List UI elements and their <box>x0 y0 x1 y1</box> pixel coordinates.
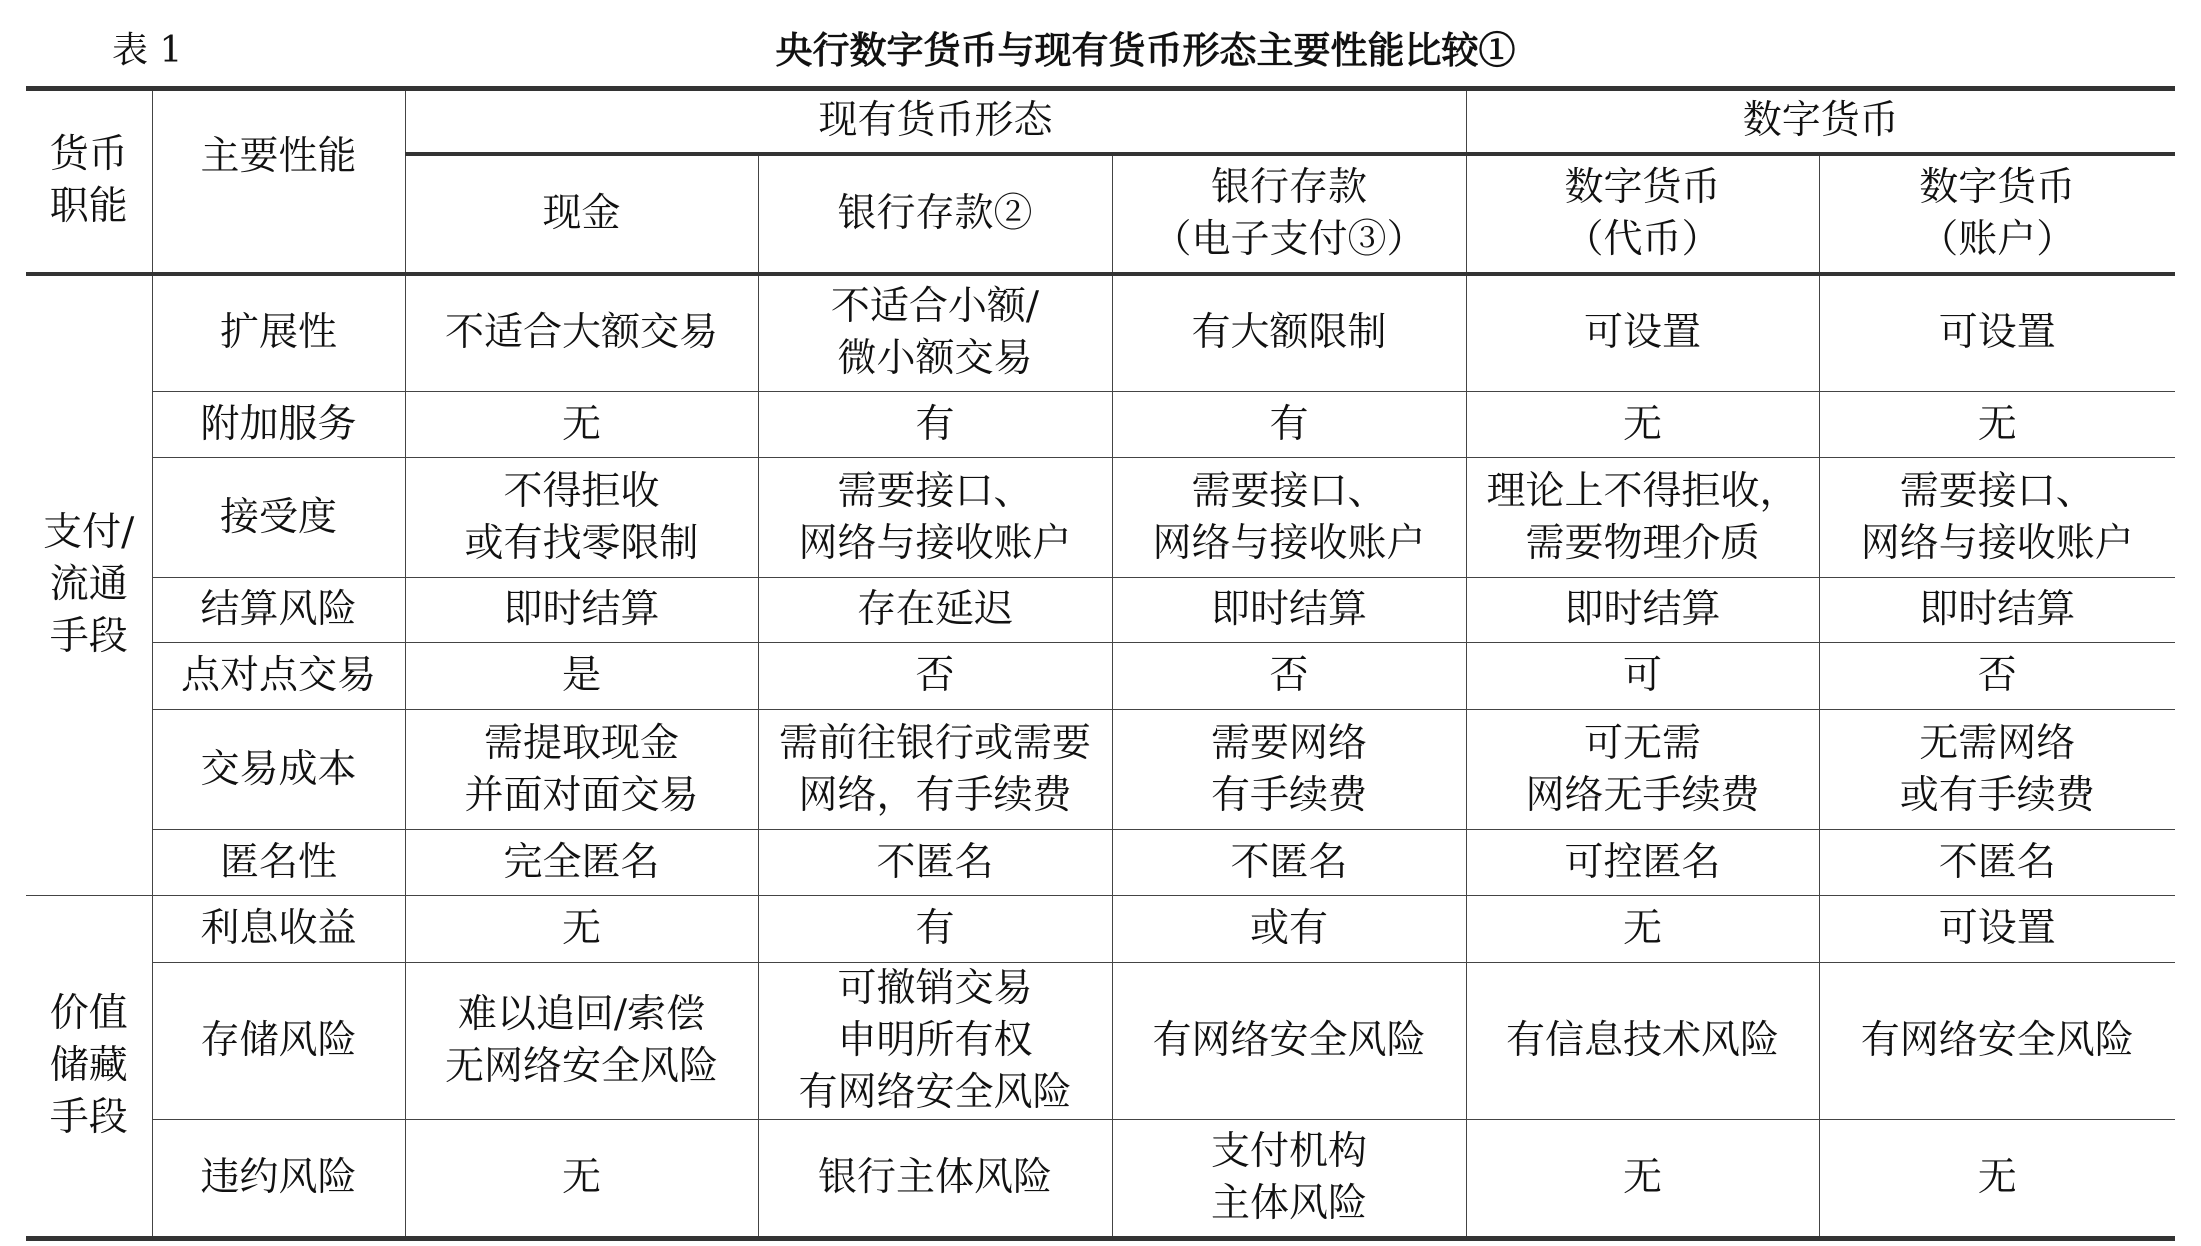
cell-line: 银行存款 <box>1210 164 1367 210</box>
property-cell <box>152 643 405 710</box>
cell-line: 货币 <box>49 132 128 178</box>
value-cell <box>405 710 758 830</box>
value-cell <box>1112 392 1466 458</box>
cell-line: 价值 <box>49 991 128 1036</box>
table-row <box>26 274 2175 392</box>
value-cell <box>1112 710 1466 830</box>
property-cell <box>152 578 405 643</box>
table-row <box>26 578 2175 643</box>
cell-line: 需提取现金 <box>483 720 679 766</box>
cell-line: 可撤销交易 <box>837 966 1033 1011</box>
cell-line: 即时结算 <box>1564 587 1721 632</box>
cell-line: 有信息技术风险 <box>1505 1018 1779 1063</box>
cell-line: （账户） <box>1919 216 2076 262</box>
cell-line: 有网络安全风险 <box>1860 1018 2134 1063</box>
value-cell <box>758 830 1112 896</box>
cell-line: 否 <box>915 653 955 698</box>
cell-line: 有网络安全风险 <box>1152 1018 1426 1063</box>
cell-line: 主体风险 <box>1210 1181 1367 1226</box>
function-cell <box>26 896 152 1239</box>
value-cell <box>1112 458 1466 578</box>
table-row <box>26 830 2175 896</box>
property-cell <box>152 458 405 578</box>
value-cell <box>1819 963 2175 1120</box>
table-row <box>26 963 2175 1120</box>
cell-line: 存在延迟 <box>856 587 1013 632</box>
cell-line: 是 <box>561 653 601 698</box>
cell-line: 需要接口、 <box>1191 468 1387 514</box>
header-row <box>26 89 2175 154</box>
value-cell <box>405 896 758 963</box>
value-cell <box>1112 830 1466 896</box>
cell-line: 网络无手续费 <box>1525 772 1760 818</box>
value-cell <box>1819 392 2175 458</box>
column-header <box>1112 154 1466 274</box>
cell-line: 交易成本 <box>200 746 357 792</box>
value-cell <box>405 1120 758 1239</box>
column-header <box>405 154 758 274</box>
cell-line: 手段 <box>49 1095 128 1140</box>
cell-line: 点对点交易 <box>180 653 376 698</box>
cell-line: 支付机构 <box>1210 1129 1367 1174</box>
cell-line: 扩展性 <box>219 310 337 356</box>
cell-line: 支付/ <box>43 510 135 556</box>
cell-line: 有网络安全风险 <box>798 1070 1072 1115</box>
value-cell <box>405 578 758 643</box>
table-row <box>26 643 2175 710</box>
cell-line: 有大额限制 <box>1191 310 1387 356</box>
value-cell <box>1819 896 2175 963</box>
cell-line: （电子支付③） <box>1152 216 1426 262</box>
cell-line: 银行存款② <box>837 190 1033 236</box>
value-cell <box>1112 963 1466 1120</box>
cell-line: 不得拒收 <box>503 468 660 514</box>
column-header <box>1819 154 2175 274</box>
cell-line: 或有手续费 <box>1899 772 2095 818</box>
cell-line: 可控匿名 <box>1564 839 1721 885</box>
value-cell <box>1819 710 2175 830</box>
value-cell <box>1819 643 2175 710</box>
cell-line: 结算风险 <box>200 587 357 632</box>
cell-line: 无网络安全风险 <box>444 1044 718 1089</box>
cell-line: 难以追回/索偿 <box>457 992 706 1037</box>
cell-line: 不适合大额交易 <box>444 310 718 356</box>
table-row <box>26 710 2175 830</box>
header-function <box>26 89 152 274</box>
cell-line: 理论上不得拒收， <box>1486 468 1799 514</box>
cell-line: 无需网络 <box>1919 720 2076 766</box>
property-cell <box>152 963 405 1120</box>
cell-line: 无 <box>561 1155 601 1200</box>
table-row <box>26 896 2175 963</box>
comparison-table <box>26 86 2175 1241</box>
table-label: 表 1 <box>112 30 183 71</box>
value-cell <box>758 896 1112 963</box>
value-cell <box>1466 458 1819 578</box>
cell-line: 需要接口、 <box>837 468 1033 514</box>
value-cell <box>758 578 1112 643</box>
cell-line: 匿名性 <box>219 839 337 885</box>
header-property: 主要性能 <box>152 89 405 274</box>
value-cell <box>1466 578 1819 643</box>
cell-line: 无 <box>561 401 601 447</box>
cell-line: 可设置 <box>1583 310 1701 356</box>
cell-line: 不适合小额/ <box>830 284 1040 330</box>
cell-line: 申明所有权 <box>837 1018 1033 1063</box>
cell-line: 网络与接收账户 <box>1152 520 1426 566</box>
cell-line: 或有找零限制 <box>464 520 699 566</box>
cell-line: 可设置 <box>1938 310 2056 356</box>
value-cell <box>758 274 1112 392</box>
cell-line: 否 <box>1269 653 1309 698</box>
property-cell <box>152 392 405 458</box>
value-cell <box>1819 578 2175 643</box>
cell-line: 无 <box>1977 1155 2017 1200</box>
value-cell <box>405 274 758 392</box>
cell-line: 有 <box>915 401 955 447</box>
value-cell <box>405 830 758 896</box>
table-row <box>26 392 2175 458</box>
function-cell <box>26 274 152 896</box>
cell-line: 需要网络 <box>1210 720 1367 766</box>
cell-line: 违约风险 <box>200 1155 357 1200</box>
property-cell <box>152 830 405 896</box>
cell-line: 无 <box>1622 906 1662 951</box>
value-cell <box>1819 458 2175 578</box>
cell-line: 银行主体风险 <box>817 1155 1052 1200</box>
value-cell <box>1466 896 1819 963</box>
cell-line: 即时结算 <box>1919 587 2076 632</box>
table-row <box>26 1120 2175 1239</box>
cell-line: 接受度 <box>219 494 337 540</box>
cell-line: 并面对面交易 <box>464 772 699 818</box>
cell-line: 需要接口、 <box>1899 468 2095 514</box>
cell-line: 存储风险 <box>200 1018 357 1063</box>
cell-line: 附加服务 <box>200 401 357 447</box>
value-cell <box>1112 643 1466 710</box>
cell-line: 可 <box>1622 653 1662 698</box>
column-header <box>758 154 1112 274</box>
cell-line: 职能 <box>49 184 128 230</box>
value-cell <box>1112 896 1466 963</box>
cell-line: 有 <box>915 906 955 951</box>
cell-line: 可无需 <box>1583 720 1701 766</box>
cell-line: 需要物理介质 <box>1525 520 1760 566</box>
value-cell <box>1466 963 1819 1120</box>
value-cell <box>1466 830 1819 896</box>
cell-line: 无 <box>561 906 601 951</box>
cell-line: （代币） <box>1564 216 1721 262</box>
property-cell <box>152 896 405 963</box>
column-header <box>1466 154 1819 274</box>
cell-line: 可设置 <box>1938 906 2056 951</box>
cell-line: 有手续费 <box>1210 772 1367 818</box>
value-cell <box>1466 1120 1819 1239</box>
value-cell <box>758 643 1112 710</box>
value-cell <box>758 392 1112 458</box>
cell-line: 网络与接收账户 <box>798 520 1072 566</box>
cell-line: 手段 <box>49 614 128 660</box>
table-row <box>26 458 2175 578</box>
cell-line: 即时结算 <box>1210 587 1367 632</box>
cell-line: 或有 <box>1249 906 1328 951</box>
cell-line: 否 <box>1977 653 2017 698</box>
value-cell <box>758 963 1112 1120</box>
cell-line: 网络与接收账户 <box>1860 520 2134 566</box>
property-cell <box>152 274 405 392</box>
value-cell <box>758 710 1112 830</box>
table-title: 央行数字货币与现有货币形态主要性能比较① <box>775 28 1516 72</box>
property-cell <box>152 710 405 830</box>
value-cell <box>1819 1120 2175 1239</box>
cell-line: 流通 <box>49 562 128 608</box>
value-cell <box>1466 274 1819 392</box>
value-cell <box>405 458 758 578</box>
value-cell <box>405 963 758 1120</box>
value-cell <box>1112 578 1466 643</box>
cell-line: 即时结算 <box>503 587 660 632</box>
cell-line: 利息收益 <box>200 906 357 951</box>
value-cell <box>1819 274 2175 392</box>
value-cell <box>1466 710 1819 830</box>
value-cell <box>1112 274 1466 392</box>
cell-line: 需前往银行或需要 <box>778 720 1091 766</box>
cell-line: 现金 <box>542 190 621 236</box>
value-cell <box>1819 830 2175 896</box>
value-cell <box>758 1120 1112 1239</box>
cell-line: 无 <box>1622 401 1662 447</box>
cell-line: 不匿名 <box>1230 839 1348 885</box>
cell-line: 不匿名 <box>1938 839 2056 885</box>
value-cell <box>405 392 758 458</box>
cell-line: 无 <box>1977 401 2017 447</box>
value-cell <box>1112 1120 1466 1239</box>
cell-line: 微小额交易 <box>837 336 1033 382</box>
header-group-existing: 现有货币形态 <box>405 89 1466 154</box>
cell-line: 无 <box>1622 1155 1662 1200</box>
value-cell <box>1466 643 1819 710</box>
cell-line: 数字货币 <box>1919 164 2076 210</box>
cell-line: 有 <box>1269 401 1309 447</box>
cell-line: 不匿名 <box>876 839 994 885</box>
value-cell <box>405 643 758 710</box>
cell-line: 完全匿名 <box>503 839 660 885</box>
value-cell <box>1466 392 1819 458</box>
header-group-digital: 数字货币 <box>1466 89 2175 154</box>
cell-line: 网络，有手续费 <box>798 772 1072 818</box>
value-cell <box>758 458 1112 578</box>
property-cell <box>152 1120 405 1239</box>
cell-line: 储藏 <box>49 1043 128 1088</box>
cell-line: 数字货币 <box>1564 164 1721 210</box>
